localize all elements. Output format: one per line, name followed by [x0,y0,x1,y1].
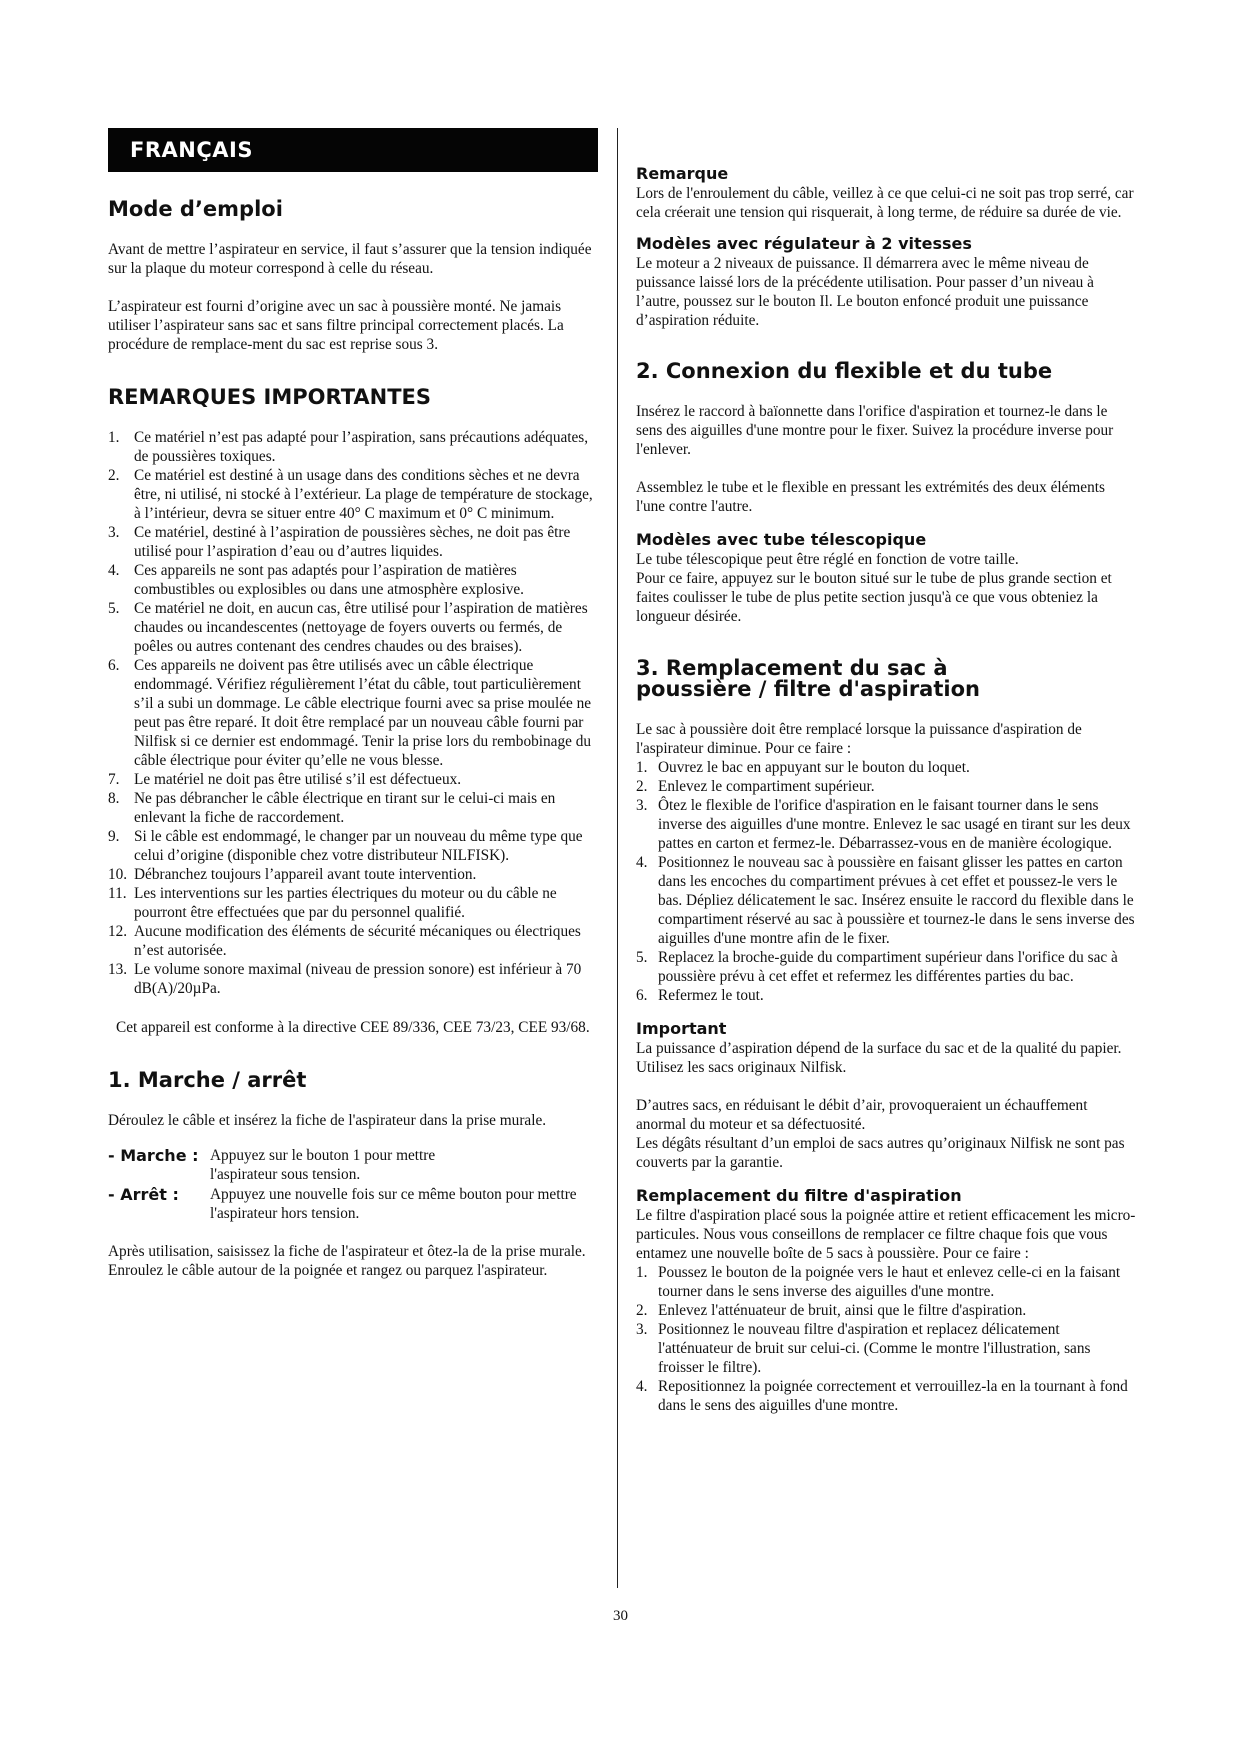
telescopique-paragraph-1: Le tube télescopique peut être réglé en fonction de votre taille. [636,551,1019,569]
arret-text: Appuyez une nouvelle fois sur ce même bouton pour mettre l'aspirateur hors tension. [210,1186,577,1223]
remplacement-steps [636,758,1136,1005]
column-divider [617,128,618,1588]
list-item: 4. Ces appareils ne sont pas adaptés pour l’aspiration de matières combustibles ou explosibles ou dans une atmosphère explosive. [108,562,525,599]
important-paragraph-2: D’autres sacs, en réduisant le débit d’air, provoqueraient un échauffement anormal du moteur et sa défectuosité. [636,1097,1088,1134]
list-item: 5. Replacez la broche-guide du compartiment supérieur dans l'orifice du sac à poussière prévu à cet effet et refermez les différentes parties du bac. [636,949,1118,986]
list-item: 2. Enlevez le compartiment supérieur. [636,778,875,796]
regulateur-title: Modèles avec régulateur à 2 vitesses [636,234,972,253]
filtre-intro: Le filtre d'aspiration placé sous la poignée attire et retient efficacement les micro-particules. Nous vous conseillons de remplacer ce filtre chaque fois que vous entamez une nouvelle boîte de 5 sacs à poussière. Pour ce faire : [636,1207,1136,1263]
list-item: 3. Ôtez le flexible de l'orifice d'aspiration en le faisant tourner dans le sens inverse des aiguilles d'une montre. Enlevez le sac usagé en tirant sur les deux pattes en carton et fermez-le. Débarrassez-vous en de manière écologique. [636,797,1131,853]
connexion-paragraph-1: Insérez le raccord à baïonnette dans l'orifice d'aspiration et tournez-le dans le sens des aiguilles d'une montre pour le fixer. Suivez la procédure inverse pour l'enlever. [636,403,1114,459]
left-column [108,128,598,1280]
connexion-paragraph-2: Assemblez le tube et le flexible en pressant les extrémités des deux éléments l'une contre l'autre. [636,479,1105,516]
marche-row [108,1146,598,1184]
list-item: 8. Ne pas débrancher le câble électrique en tirant sur le celui-ci mais en enlevant la fiche de raccordement. [108,790,556,827]
connexion-title: 2. Connexion du flexible et du tube [636,359,1053,383]
important-paragraph-1: La puissance d’aspiration dépend de la surface du sac et de la qualité du papier. Utilisez les sacs originaux Nilfisk. [636,1040,1122,1077]
list-item: 6. Refermez le tout. [636,987,764,1005]
list-item: 12. Aucune modification des éléments de sécurité mécaniques ou électriques n’est autorisée. [108,923,581,960]
remarque-text: Lors de l'enroulement du câble, veillez à ce que celui-ci ne soit pas trop serré, car cela créerait une tension qui risquerait, à long terme, de réduire sa durée de vie. [636,185,1134,221]
marche-label: - Marche : [108,1146,199,1166]
list-item: 1. Poussez le bouton de la poignée vers le haut et enlevez celle-ci en la faisant tourner dans le sens inverse des aiguilles d'une montre. [636,1264,1121,1301]
list-item: 2. Enlevez l'atténuateur de bruit, ainsi que le filtre d'aspiration. [636,1302,1027,1320]
page-number: 30 [613,1608,628,1624]
list-item: 11. Les interventions sur les parties électriques du moteur ou du câble ne pourront être effectuées que par du personnel qualifié. [108,885,557,922]
remarque-title: Remarque [636,164,729,183]
marche-paragraph-3: Enroulez le câble autour de la poignée et rangez ou parquez l'aspirateur. [108,1262,548,1280]
list-item: 5. Ce matériel ne doit, en aucun cas, être utilisé pour l’aspiration de matières chaudes ou incandescentes (nettoyage de foyers ouverts ou fermés, de poêles ou autres contenant des cendres chaudes ou des braises). [108,600,588,656]
mode-paragraph-2: L’aspirateur est fourni d’origine avec un sac à poussière monté. Ne jamais utiliser l’aspirateur sans sac et sans filtre principal correctement placés. La procédure de remplace-ment du sac est reprise sous 3. [108,298,564,354]
language-banner: FRANÇAIS [108,128,598,172]
list-item: 10. Débranchez toujours l’appareil avant toute intervention. [108,866,477,884]
mode-title: Mode d’emploi [108,197,283,221]
list-item: 13. Le volume sonore maximal (niveau de pression sonore) est inférieur à 70 dB(A)/20µPa. [108,961,582,998]
list-item: 3. Ce matériel, destiné à l’aspiration de poussières sèches, ne doit pas être utilisé pour l’aspiration d’eau ou d’autres liquides. [108,524,571,561]
list-item: 6. Ces appareils ne doivent pas être utilisés avec un câble électrique endommagé. Vérifiez régulièrement l’état du câble, tout particulièrement s’il a subi un dommage. Le câble electrique fourni avec sa prise moulée ne peut pas être reparé. It doit être remplacé par un nouveau câble fourni par Nilfisk si ce dernier est endommagé. Tenir la prise lors du rembobinage du câble électrique pour éviter qu’elle ne vous blesse. [108,657,592,770]
marche-paragraph-2: Après utilisation, saisissez la fiche de l'aspirateur et ôtez-la de la prise murale. [108,1243,586,1261]
list-item: 4. Positionnez le nouveau sac à poussière en faisant glisser les pattes en carton dans les encoches du compartiment prévues à cet effet et poussez-le vers le bas. Dépliez délicatement le sac. Insérez ensuite le raccord du flexible dans le compartiment réservé au sac à poussière et tournez-le dans le sens inverse des aiguilles d'une montre afin de le fixer. [636,854,1135,948]
right-column [636,164,1136,1415]
filtre-title: Remplacement du filtre d'aspiration [636,1186,962,1206]
list-item: 1. Ce matériel n’est pas adapté pour l’aspiration, sans précautions adéquates, de poussières toxiques. [108,429,589,466]
list-item: 1. Ouvrez le bac en appuyant sur le bouton du loquet. [636,759,970,777]
telescopique-title: Modèles avec tube télescopique [636,530,927,550]
important-paragraph-3: Les dégâts résultant d’un emploi de sacs autres qu’originaux Nilfisk ne sont pas couverts par la garantie. [636,1135,1125,1172]
list-item: 3. Positionnez le nouveau filtre d'aspiration et replacez délicatement l'atténuateur de bruit sur celui-ci. (Comme le montre l'illustration, sans froisser le filtre). [636,1321,1091,1377]
arret-row [108,1185,598,1223]
list-item: 2. Ce matériel est destiné à un usage dans des conditions sèches et ne devra être, ni utilisé, ni stocké à l’extérieur. La plage de température de stockage, à l’intérieur, devra se situer entre 40° C maximum et 0° C minimum. [108,467,593,523]
important-title: Important [636,1019,727,1039]
marche-text: Appuyez sur le bouton 1 pour mettre l'aspirateur sous tension. [210,1147,436,1184]
telescopique-paragraph-2: Pour ce faire, appuyez sur le bouton situé sur le tube de plus grande section et faites coulisser le tube de plus petite section jusqu'à ce que vous obteniez la longueur désirée. [636,570,1112,626]
regulateur-text: Le moteur a 2 niveaux de puissance. Il démarrera avec le même niveau de puissance laissé lors de la précédente utilisation. Pour passer d’un niveau à l’autre, poussez sur le bouton Il. Le bouton enfoncé produit une puissance d’aspiration réduite. [636,255,1094,329]
remplacement-title: 3. Remplacement du sac à poussière / filtre d'aspiration [636,656,980,702]
filtre-steps [636,1263,1136,1415]
remarques-title: REMARQUES IMPORTANTES [108,385,432,410]
conformity-statement: Cet appareil est conforme à la directive CEE 89/336, CEE 73/23, CEE 93/68. [116,1019,590,1037]
remplacement-intro: Le sac à poussière doit être remplacé lorsque la puissance d'aspiration de l'aspirateur diminue. Pour ce faire : [636,721,1082,758]
list-item: 9. Si le câble est endommagé, le changer par un nouveau du même type que celui d’origine (disponible chez votre distributeur NILFISK). [108,828,583,865]
arret-label: - Arrêt : [108,1185,179,1205]
mode-paragraph-1: Avant de mettre l’aspirateur en service, il faut s’assurer que la tension indiquée sur la plaque du moteur correspond à celle du réseau. [108,241,592,278]
list-item: 7. Le matériel ne doit pas être utilisé s’il est défectueux. [108,771,462,789]
marche-title: 1. Marche / arrêt [108,1068,307,1093]
list-item: 4. Repositionnez la poignée correctement et verrouillez-la en la tournant à fond dans le sens des aiguilles d'une montre. [636,1378,1128,1415]
marche-paragraph-1: Déroulez le câble et insérez la fiche de l'aspirateur dans la prise murale. [108,1112,547,1130]
remarques-list [108,428,598,998]
